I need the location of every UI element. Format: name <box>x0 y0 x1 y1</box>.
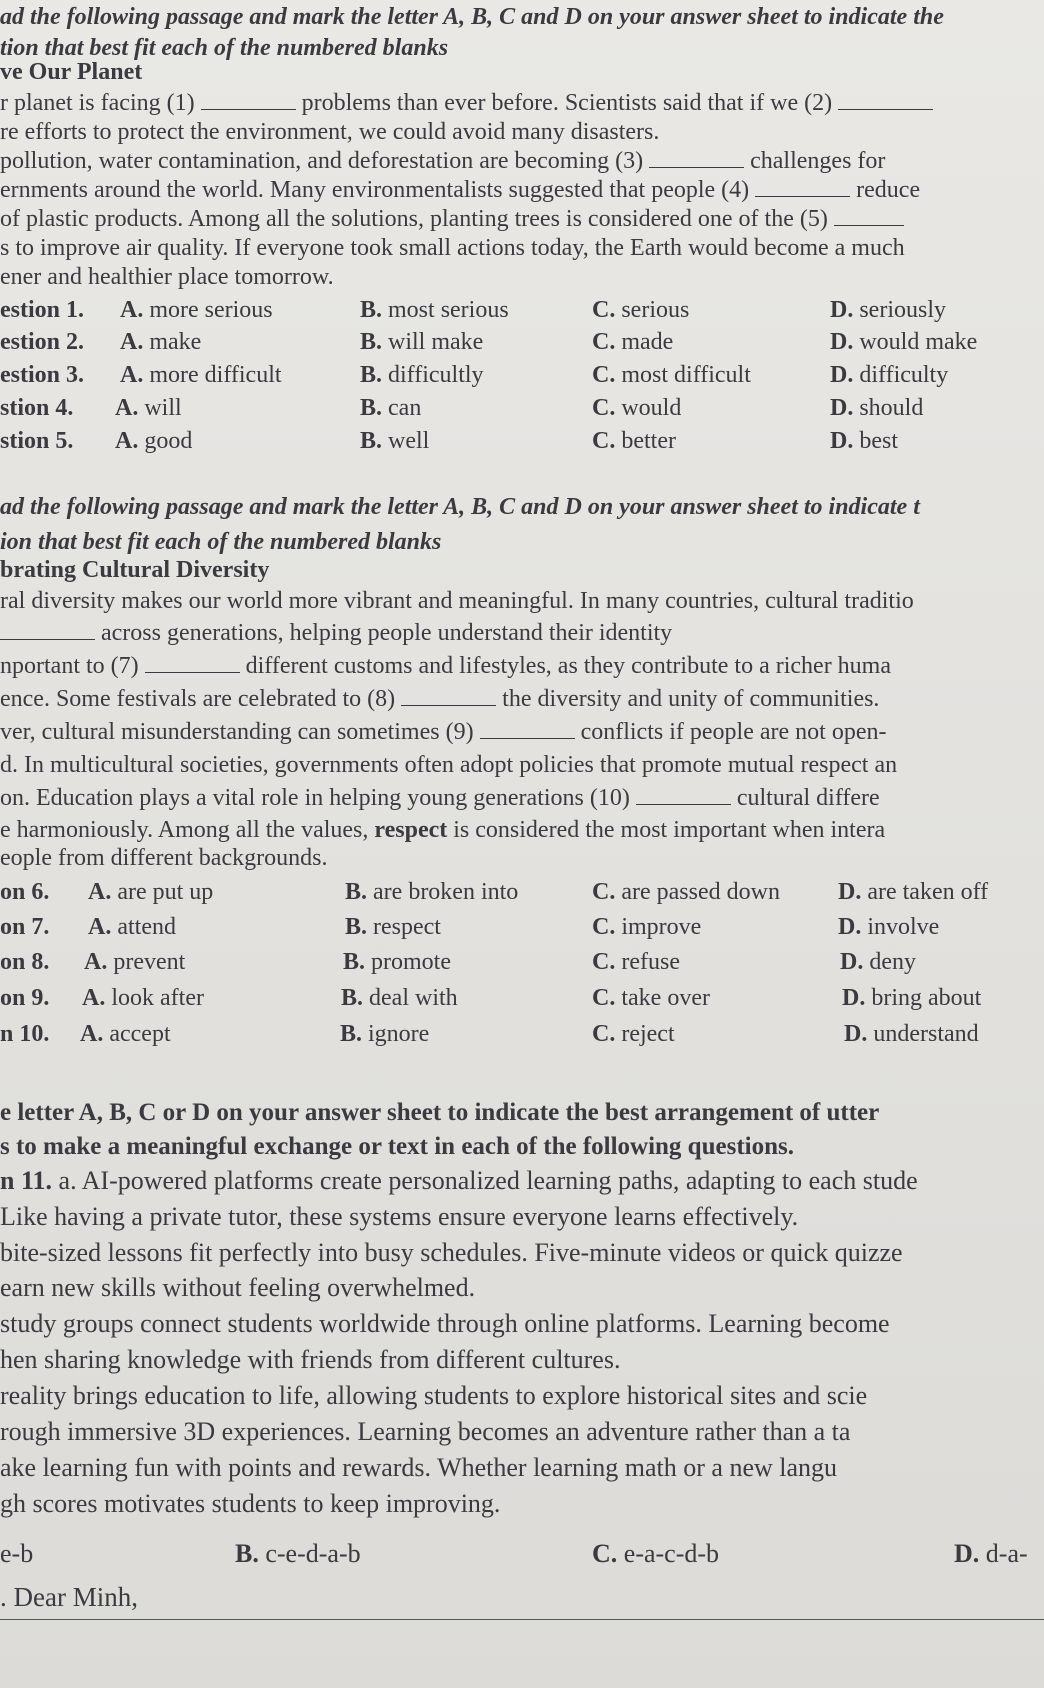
blank-7 <box>145 654 240 673</box>
passage1-line: pollution, water contamination, and deforestation are becoming (3) challenges for <box>0 148 886 174</box>
section1-title: ve Our Planet <box>0 59 143 85</box>
blank-2 <box>838 91 933 110</box>
sentence-line: rough immersive 3D experiences. Learning becomes an adventure rather than a ta <box>0 1417 851 1446</box>
question-4: stion 4. A. will B. can C. would D. should <box>0 395 924 421</box>
passage1-line: ener and healthier place tomorrow. <box>0 264 334 290</box>
blank-6 <box>0 621 95 640</box>
sentence-line: Like having a private tutor, these systems ensure everyone learns effectively. <box>0 1202 799 1231</box>
blank-1 <box>201 91 296 110</box>
question-3: estion 3. A. more difficult B. difficultly C. most difficult D. difficulty <box>0 362 949 388</box>
passage1-line: s to improve air quality. If everyone took small actions today, the Earth would become a much <box>0 235 905 261</box>
passage2-line: ver, cultural misunderstanding can sometimes (9) conflicts if people are not open- <box>0 719 887 745</box>
question-11-options: e-b B. c-e-d-a-b C. e-a-c-d-b D. d-a- <box>0 1539 1028 1568</box>
question-2: estion 2. A. make B. will make C. made D. would make <box>0 329 978 355</box>
sentence-line: gh scores motivates students to keep improving. <box>0 1489 501 1518</box>
passage2-line: on. Education plays a vital role in helping young generations (10) cultural differe <box>0 785 880 811</box>
question-1: estion 1. A. more serious B. most serious C. serious D. seriously <box>0 297 947 323</box>
passage1-line: re efforts to protect the environment, we could avoid many disasters. <box>0 119 660 145</box>
question-5: stion 5. A. good B. well C. better D. best <box>0 428 899 454</box>
question-6: on 6. A. are put up B. are broken into C. are passed down D. are taken off <box>0 879 989 905</box>
blank-8 <box>401 687 496 706</box>
sentence-line: earn new skills without feeling overwhelmed. <box>0 1273 476 1302</box>
passage2-line: eople from different backgrounds. <box>0 845 328 871</box>
passage2-line: ral diversity makes our world more vibrant and meaningful. In many countries, cultural traditio <box>0 588 914 614</box>
passage1-line: r planet is facing (1) problems than ever before. Scientists said that if we (2) <box>0 88 933 118</box>
question-7: on 7. A. attend B. respect C. improve D. involve <box>0 914 940 940</box>
blank-9 <box>480 720 575 739</box>
section2-instruction: ad the following passage and mark the letter A, B, C and D on your answer sheet to indicate t <box>0 494 920 520</box>
sentence-line: bite-sized lessons fit perfectly into busy schedules. Five-minute videos or quick quizze <box>0 1238 903 1267</box>
question-8: on 8. A. prevent B. promote C. refuse D. deny <box>0 949 916 975</box>
passage2-line: across generations, helping people understand their identity <box>0 618 672 648</box>
section1-instruction: ad the following passage and mark the letter A, B, C and D on your answer sheet to indicate the <box>0 4 944 30</box>
passage1-line: ernments around the world. Many environmentalists suggested that people (4) reduce <box>0 177 921 203</box>
section3-instruction-cont: s to make a meaningful exchange or text in each of the following questions. <box>0 1133 794 1160</box>
sentence-line: reality brings education to life, allowing students to explore historical sites and scie <box>0 1381 868 1410</box>
blank-5 <box>834 207 904 226</box>
sentence-line: ake learning fun with points and rewards. Whether learning math or a new langu <box>0 1453 838 1482</box>
passage2-line: nportant to (7) different customs and lifestyles, as they contribute to a richer huma <box>0 653 892 679</box>
passage2-line: e harmoniously. Among all the values, respect is considered the most important when intera <box>0 817 886 843</box>
passage2-line: d. In multicultural societies, governments often adopt policies that promote mutual respect an <box>0 752 898 778</box>
sentence-line: study groups connect students worldwide through online platforms. Learning become <box>0 1309 890 1338</box>
section2-instruction-cont: ion that best fit each of the numbered blanks <box>0 529 442 555</box>
question-9: on 9. A. look after B. deal with C. take over D. bring about <box>0 985 982 1011</box>
section2-title: brating Cultural Diversity <box>0 557 270 583</box>
sentence-line: hen sharing knowledge with friends from different cultures. <box>0 1345 621 1374</box>
section3-instruction: e letter A, B, C or D on your answer sheet to indicate the best arrangement of utter <box>0 1099 880 1126</box>
blank-4 <box>755 178 850 197</box>
next-question-start: . Dear Minh, <box>0 1582 138 1612</box>
blank-10 <box>636 786 731 805</box>
question-11-first-line: n 11. a. AI-powered platforms create personalized learning paths, adapting to each stude <box>0 1166 918 1195</box>
passage2-line: ence. Some festivals are celebrated to (8) the diversity and unity of communities. <box>0 686 880 712</box>
section1-instruction-cont: tion that best fit each of the numbered blanks <box>0 35 449 61</box>
question-10: n 10. A. accept B. ignore C. reject D. understand <box>0 1021 979 1047</box>
passage1-line: of plastic products. Among all the solutions, planting trees is considered one of the (5) <box>0 204 904 234</box>
divider-line <box>0 1619 1044 1620</box>
blank-3 <box>649 149 744 168</box>
